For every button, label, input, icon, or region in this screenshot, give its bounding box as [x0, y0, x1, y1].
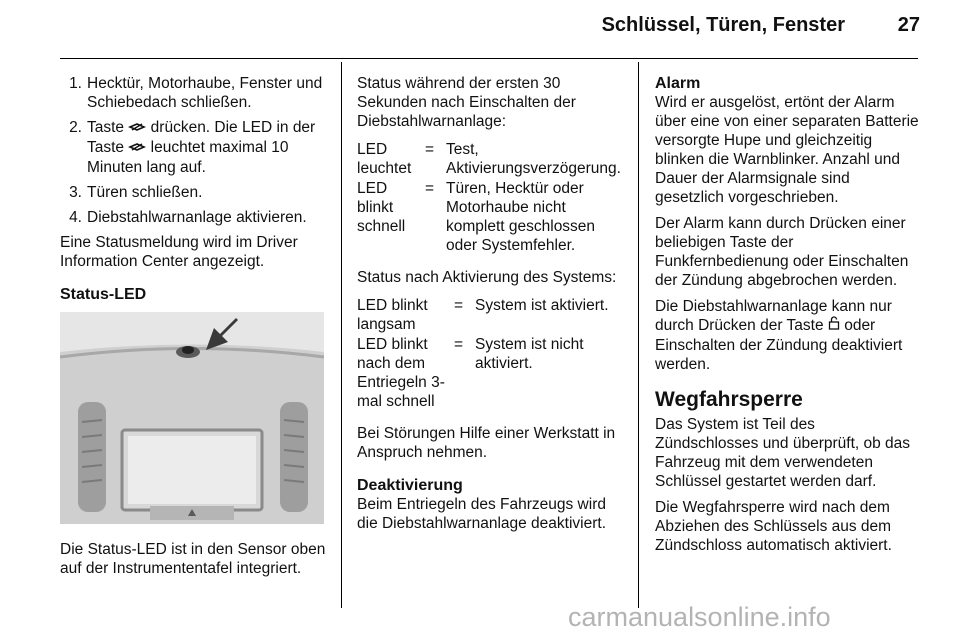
lock-button-icon: [128, 119, 146, 138]
header-rule: [60, 58, 918, 59]
step-number: 4.: [69, 209, 82, 226]
alarm-paragraph-3: Die Diebstahlwarnanlage kann nur durch Drücken der Taste oder Einschalten der Zündung deaktiviert werden.: [655, 298, 903, 373]
step-number: 3.: [69, 184, 82, 201]
deactivation-heading: Deaktivierung: [357, 477, 463, 494]
column-divider-1: [341, 62, 342, 608]
watermark: carmanualsonline.info: [568, 602, 831, 632]
table-row: LED leuchtet = Test, Aktivierungsverzögerung.: [357, 141, 621, 177]
lock-button-icon: [128, 139, 146, 158]
step-number: 1.: [69, 75, 82, 92]
status-message-text: Eine Statusmeldung wird im Driver Information Center angezeigt.: [60, 234, 298, 270]
sensor-description: Die Status-LED ist in den Sensor oben auf der Instrumententafel integriert.: [60, 541, 326, 577]
table-row: LED blinkt nach dem Entriegeln 3-mal schnell = System ist nicht aktiviert.: [357, 336, 584, 410]
alarm-paragraph-1: Wird er ausgelöst, ertönt der Alarm über eine von einer separaten Batterie versorgte Hupe und gleichzeitig blinken die Warnblinker. Anzahl und Dauer der Alarmsignale sind gesetzlich vorgeschrieben.: [655, 94, 919, 206]
dashboard-photo: [60, 312, 324, 524]
list-item: [60, 183, 326, 202]
step-text: Türen schließen.: [87, 184, 203, 201]
column-2: [357, 74, 623, 540]
step-text: Taste drücken. Die LED in der Taste leuchtet maximal 10 Minuten lang auf.: [87, 119, 316, 176]
table-row: LED blinkt langsam = System ist aktiviert.: [357, 297, 609, 333]
steps-list: [60, 74, 326, 227]
alarm-paragraph-2: Der Alarm kann durch Drücken einer beliebigen Taste der Funkfernbedienung oder Einschalten der Zündung abgebrochen werden.: [655, 215, 909, 289]
step-number: 2.: [69, 119, 82, 136]
immobilizer-heading: Wegfahrsperre: [655, 388, 803, 411]
list-item: [60, 118, 326, 177]
page-header-title: Schlüssel, Türen, Fenster: [601, 14, 845, 36]
table-row: LED blinkt schnell = Türen, Hecktür oder Motorhaube nicht komplett geschlossen oder Systemfehler.: [357, 180, 596, 254]
alarm-heading: Alarm: [655, 75, 701, 92]
step-text: Diebstahlwarnanlage aktivieren.: [87, 209, 307, 226]
step-text: Hecktür, Motorhaube, Fenster und Schiebedach schließen.: [87, 75, 323, 111]
list-item: [60, 74, 326, 112]
column-3: [655, 74, 921, 562]
column-divider-2: [638, 62, 639, 608]
list-item: [60, 208, 326, 227]
fault-text: Bei Störungen Hilfe einer Werkstatt in Anspruch nehmen.: [357, 425, 616, 461]
status-intro-2: Status nach Aktivierung des Systems:: [357, 269, 617, 286]
immobilizer-paragraph-1: Das System ist Teil des Zündschlosses und überprüft, ob das Fahrzeug mit dem verwendeten Schlüssel gestartet werden darf.: [655, 416, 911, 490]
immobilizer-paragraph-2: Die Wegfahrsperre wird nach dem Abziehen des Schlüssels aus dem Zündschloss automatisch aktiviert.: [655, 499, 892, 554]
unlock-button-icon: [828, 316, 840, 336]
status-intro-1: Status während der ersten 30 Sekunden nach Einschalten der Diebstahlwarnanlage:: [357, 75, 576, 130]
status-led-heading: Status-LED: [60, 286, 147, 303]
column-1: [60, 74, 326, 585]
deactivation-text: Beim Entriegeln des Fahrzeugs wird die Diebstahlwarnanlage deaktiviert.: [357, 496, 607, 532]
page-number: 27: [897, 14, 920, 36]
